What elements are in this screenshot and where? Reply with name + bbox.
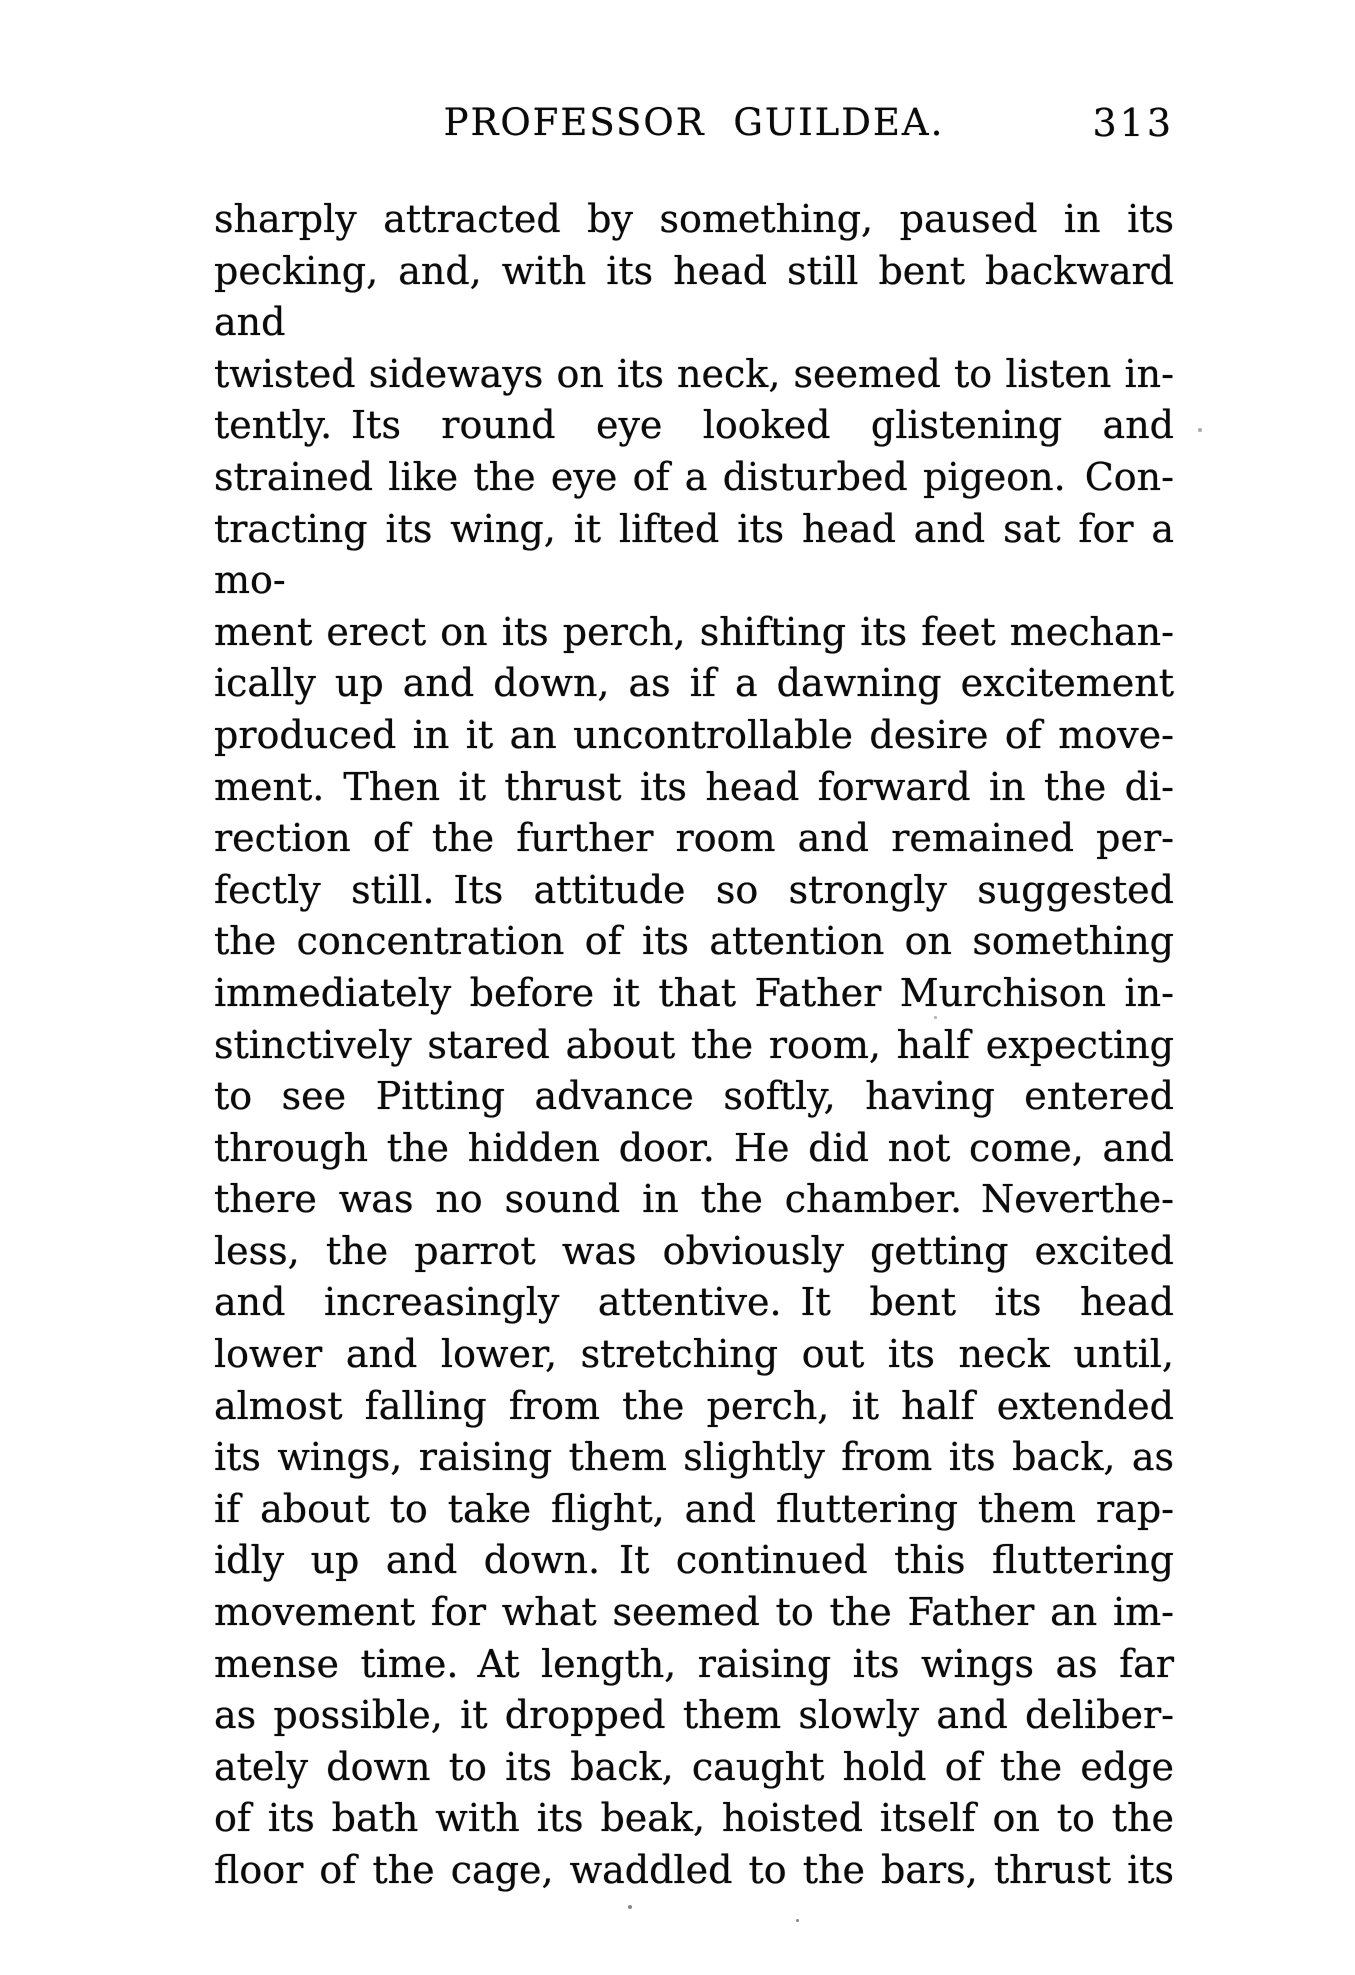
text-line: as possible, it dropped them slowly and deliber- bbox=[214, 1693, 1174, 1738]
ink-speck bbox=[934, 1016, 937, 1019]
text-line: tracting its wing, it lifted its head and sat for a mo- bbox=[214, 506, 1174, 603]
text-line: sharply attracted by something, paused in its bbox=[214, 197, 1174, 241]
text-line: to see Pitting advance softly, having entered bbox=[214, 1074, 1174, 1119]
text-line: ment. Then it thrust its head forward in the di- bbox=[214, 764, 1174, 809]
body-text bbox=[214, 194, 1174, 1897]
text-line: of its bath with its beak, hoisted itself on to the bbox=[214, 1796, 1174, 1841]
text-line: less, the parrot was obviously getting excited bbox=[214, 1228, 1174, 1273]
text-line: mense time. At length, raising its wings as far bbox=[214, 1641, 1174, 1686]
text-line: if about to take flight, and fluttering them rap- bbox=[214, 1486, 1174, 1531]
text-line: its wings, raising them slightly from its back, as bbox=[214, 1435, 1174, 1480]
text-line: floor of the cage, waddled to the bars, thrust its bbox=[214, 1848, 1174, 1892]
ink-speck bbox=[628, 1905, 632, 1909]
text-line: lower and lower, stretching out its neck until, bbox=[214, 1332, 1174, 1377]
text-line: almost falling from the perch, it half extended bbox=[214, 1383, 1174, 1428]
text-line: twisted sideways on its neck, seemed to listen in- bbox=[214, 351, 1174, 396]
ink-speck bbox=[796, 1919, 799, 1922]
text-line: idly up and down. It continued this fluttering bbox=[214, 1538, 1174, 1583]
text-line: there was no sound in the chamber. Neverthe- bbox=[214, 1177, 1174, 1222]
running-title: PROFESSOR GUILDEA. bbox=[443, 101, 945, 144]
text-line: rection of the further room and remained per- bbox=[214, 816, 1174, 861]
text-line: tently. Its round eye looked glistening and bbox=[214, 403, 1174, 448]
text-line: movement for what seemed to the Father an im- bbox=[214, 1590, 1174, 1635]
text-line: pecking, and, with its head still bent backward and bbox=[214, 248, 1174, 345]
ink-speck bbox=[1198, 428, 1202, 432]
text-line: produced in it an uncontrollable desire of move- bbox=[214, 712, 1174, 757]
text-line: stinctively stared about the room, half expecting bbox=[214, 1022, 1174, 1067]
text-line: fectly still. Its attitude so strongly suggested bbox=[214, 867, 1174, 912]
text-line: and increasingly attentive. It bent its head bbox=[214, 1280, 1174, 1325]
text-line: the concentration of its attention on something bbox=[214, 919, 1174, 964]
text-line: through the hidden door. He did not come, and bbox=[214, 1125, 1174, 1170]
text-line: immediately before it that Father Murchison in- bbox=[214, 970, 1174, 1015]
text-line: ately down to its back, caught hold of the edge bbox=[214, 1744, 1174, 1789]
text-line: ment erect on its perch, shifting its feet mechan- bbox=[214, 609, 1174, 654]
text-line: strained like the eye of a disturbed pigeon. Con- bbox=[214, 454, 1174, 499]
page-header bbox=[214, 102, 1174, 148]
text-line: ically up and down, as if a dawning excitement bbox=[214, 661, 1174, 706]
page-number: 313 bbox=[1092, 101, 1174, 145]
